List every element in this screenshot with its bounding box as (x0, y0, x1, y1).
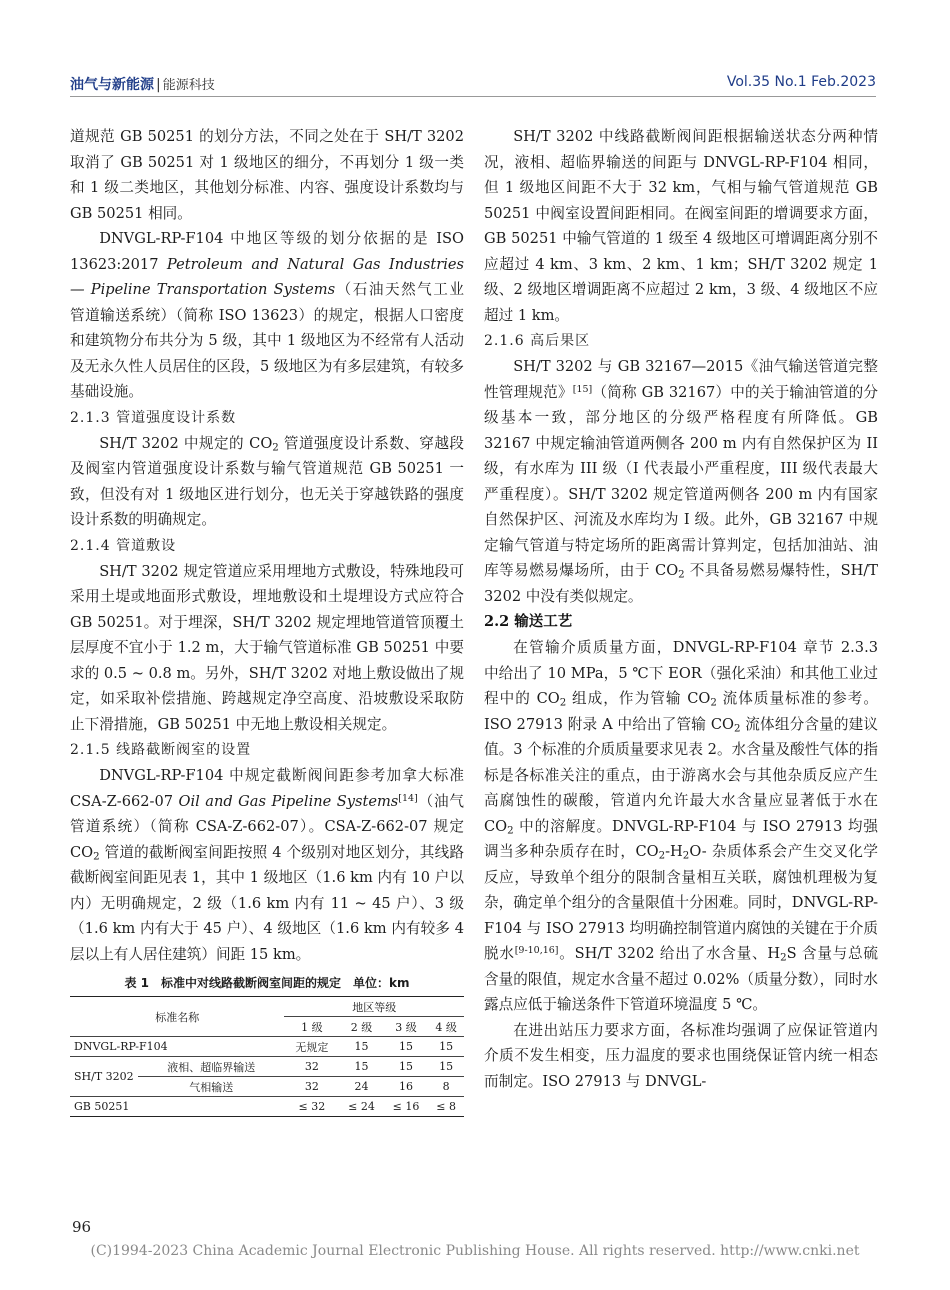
table-cell: 15 (428, 1057, 464, 1077)
journal-title: 油气与新能源 (70, 77, 154, 93)
paragraph: SH/T 3202 中线路截断阀间距根据输送状态分两种情况，液相、超临界输送的间距与 DNVGL-RP-F104 相同，但 1 级地区间距不大于 32 km，气相与输气管道规范 GB 50251 中阀室设置间距相同。在阀室间距的增调要求方面，GB 50251 中输气管道的 1 级至 4 级地区可增调距离分别不应超过 4 km、3 km、2 km、1 km；SH/T 3202 规定 1 级、2 级地区增调距离不应超过 2 km，3 级、4 级地区不应超过 1 km。 (484, 128, 878, 324)
table-cell: ≤ 16 (392, 1100, 420, 1113)
table-cell: 8 (428, 1077, 464, 1097)
table-cell: 15 (339, 1057, 383, 1077)
table-caption: 表 1 标准中对线路截断阀室间距的规定 单位：km (124, 976, 410, 990)
table-cell: 24 (339, 1077, 383, 1097)
section-heading-2-2: 2.2 输送工艺 (484, 613, 573, 630)
paragraph: SH/T 3202 规定管道应采用埋地方式敷设，特殊地段可采用土堤或地面形式敷设，埋地敷设和土堤埋设方式应符合 GB 50251。对于埋深，SH/T 3202 规定埋地管道管顶覆土层厚度不宜小于 1.2 m，大于输气管道标准 GB 50251 中要求的 0.5 ~ 0.8 m。另外，SH/T 3202 对地上敷设做出了规定，如采取补偿措施、跨越规定净空高度、沿坡敷设采取防止下滑措施，GB 50251 中无地上敷设相关规定。 (70, 562, 464, 733)
journal-name (70, 74, 215, 94)
paragraph: DNVGL-RP-F104 中地区等级的划分依据的是 ISO 13623:2017 Petroleum and Natural Gas Industries — Pipeline Transportation Systems（石油天然气工业 管道输送系统）（简称 ISO 13623）的规定，根据人口密度和建筑物分布共分为 5 级，其中 1 级地区为不经常有人活动及无永久性人员居住的区段，5 级地区为有多层建筑，有较多基础设施。 (70, 230, 465, 400)
paragraph: DNVGL-RP-F104 中规定截断阀间距参考加拿大标准 CSA-Z-662-07 Oil and Gas Pipeline Systems[14]（油气管道系统）（简称 CSA-Z-662-07）。CSA-Z-662-07 规定 $CO_2$ 管道的截断阀室间距按照 4 个级别对地区划分，其线路截断阀室间距见表 1，其中 1 级地区（1.6 km 内有 10 户以内）无明确规定，2 级（1.6 km 内有 11 ~ 45 户）、3 级（1.6 km 内有大于 45 户）、4 级地区（1.6 km 内有较多 4 层以上有人居住建筑）间距 15 km。 (70, 767, 464, 963)
paragraph: SH/T 3202 与 GB 32167—2015《油气输送管道完整性管理规范》[15]（简称 GB 32167）中的关于输油管道的分级基本一致，部分地区的分级严格程度有所降低。GB 32167 中规定输油管道两侧各 200 m 内有自然保护区为 II 级，有水库为 III 级（I 代表最小严重程度，III 级代表最大严重程度）。SH/T 3202 规定管道两侧各 200 m 内有国家自然保护区、河流及水库均为 I 级。此外，GB 32167 中规定输气管道与特定场所的距离需计算判定，包括加油站、油库等易燃易爆场所，由于 $CO_2$ 不具备易燃易爆特性，SH/T 3202 中没有类似规定。 (484, 358, 878, 605)
right-column (484, 124, 878, 1094)
table-cell: 15 (384, 1037, 428, 1057)
table-row (70, 1037, 464, 1057)
table-cell: 无规定 (284, 1037, 339, 1057)
table-cell: GB 50251 (74, 1100, 130, 1113)
reference-title: Oil and Gas Pipeline Systems (178, 792, 399, 810)
paragraph: 道规范 GB 50251 的划分方法，不同之处在于 SH/T 3202 取消了 GB 50251 对 1 级地区的细分，不再划分 1 级一类和 1 级二类地区，其他划分标准、内容、强度设计系数均与 GB 50251 相同。 (70, 128, 464, 222)
reference-title: Petroleum and Natural Gas Industries — Pipeline Transportation Systems (70, 255, 465, 298)
left-column (70, 124, 464, 1117)
section-heading-2-1-4: 2.1.4 管道敷设 (70, 537, 177, 554)
table-cell: ≤ 24 (348, 1100, 375, 1113)
table-header-level: 地区等级 (284, 997, 464, 1017)
table-header-level-3: 3 级 (384, 1017, 428, 1037)
table-cell: SH/T 3202 (70, 1057, 138, 1097)
section-heading-2-1-6: 2.1.6 高后果区 (484, 333, 591, 349)
paragraph: 在进出站压力要求方面，各标准均强调了应保证管道内介质不发生相变，压力温度的要求也围绕保证管内统一相态而制定。ISO 27913 与 DNVGL- (484, 1021, 878, 1090)
copyright-footer: (C)1994-2023 China Academic Journal Electronic Publishing House. All rights reserved. http://www.cnki.net (90, 1243, 860, 1259)
citation: [15] (572, 383, 593, 395)
valve-spacing-table (70, 996, 464, 1117)
table-cell: 液相、超临界输送 (138, 1057, 284, 1077)
table-cell: 32 (284, 1077, 339, 1097)
table-cell: 15 (384, 1057, 428, 1077)
table-header-level-2: 2 级 (339, 1017, 383, 1037)
journal-section: 能源科技 (162, 78, 215, 93)
section-heading-2-1-3: 2.1.3 管道强度设计系数 (70, 409, 237, 426)
citation: [14] (398, 792, 418, 804)
paragraph: 在管输介质质量方面，DNVGL-RP-F104 章节 2.3.3 中给出了 10 MPa，5 ℃下 EOR（强化采油）和其他工业过程中的 $CO_2$ 组成，作为管输 $CO_2$ 流体质量标准的参考。ISO 27913 附录 A 中给出了管输 $CO_2$ 流体组分含量的建议值。3 个标准的介质质量要求见表 2。水含量及酸性气体的指标是各标准关注的重点，由于游离水会与其他杂质反应产生高腐蚀性的碳酸，管道内允许最大水含量应显著低于水在 $CO_2$ 中的溶解度。DNVGL-RP-F104 与 ISO 27913 均强调当多种杂质存在时，$CO_2-H_2O-$ 杂质体系会产生交叉化学反应，导致单个组分的限制含量相互关联，腐蚀机理极为复杂，确定单个组分的含量限值十分困难。同时，DNVGL-RP-F104 与 ISO 27913 均明确控制管道内腐蚀的关键在于介质脱水[9-10,16]。SH/T 3202 给出了水含量、$H_2S$ 含量与总硫含量的限值，规定水含量不超过 0.02%（质量分数），同时水露点应低于输送条件下管道环境温度 5 ℃。 (484, 639, 878, 1013)
table-row (70, 1097, 464, 1117)
table-cell: ≤ 8 (436, 1100, 456, 1113)
paragraph: SH/T 3202 中规定的 $CO_2$ 管道强度设计系数、穿越段及阀室内管道强度设计系数与输气管道规范 GB 50251 一致，但没有对 1 级地区进行划分，也无关于穿越铁路的强度设计系数的明确规定。 (70, 434, 464, 528)
running-header (70, 74, 876, 97)
citation: [9-10,16] (514, 944, 559, 956)
header-separator: | (156, 77, 161, 93)
table-cell: 15 (428, 1037, 464, 1057)
table-header-level-1: 1 级 (284, 1017, 339, 1037)
table-cell: 32 (284, 1057, 339, 1077)
table-cell: ≤ 32 (298, 1100, 326, 1113)
section-heading-2-1-5: 2.1.5 线路截断阀室的设置 (70, 742, 252, 758)
table-cell: 15 (339, 1037, 383, 1057)
page-number: 96 (72, 1218, 92, 1236)
table-row (70, 1057, 464, 1077)
table-cell: 16 (384, 1077, 428, 1097)
table-header-level-4: 4 级 (428, 1017, 464, 1037)
table-cell: DNVGL-RP-F104 (70, 1037, 284, 1057)
table-header-standard: 标准名称 (70, 997, 284, 1037)
table-cell: 气相输送 (138, 1077, 284, 1097)
volume-info: Vol.35 No.1 Feb.2023 (726, 74, 876, 90)
